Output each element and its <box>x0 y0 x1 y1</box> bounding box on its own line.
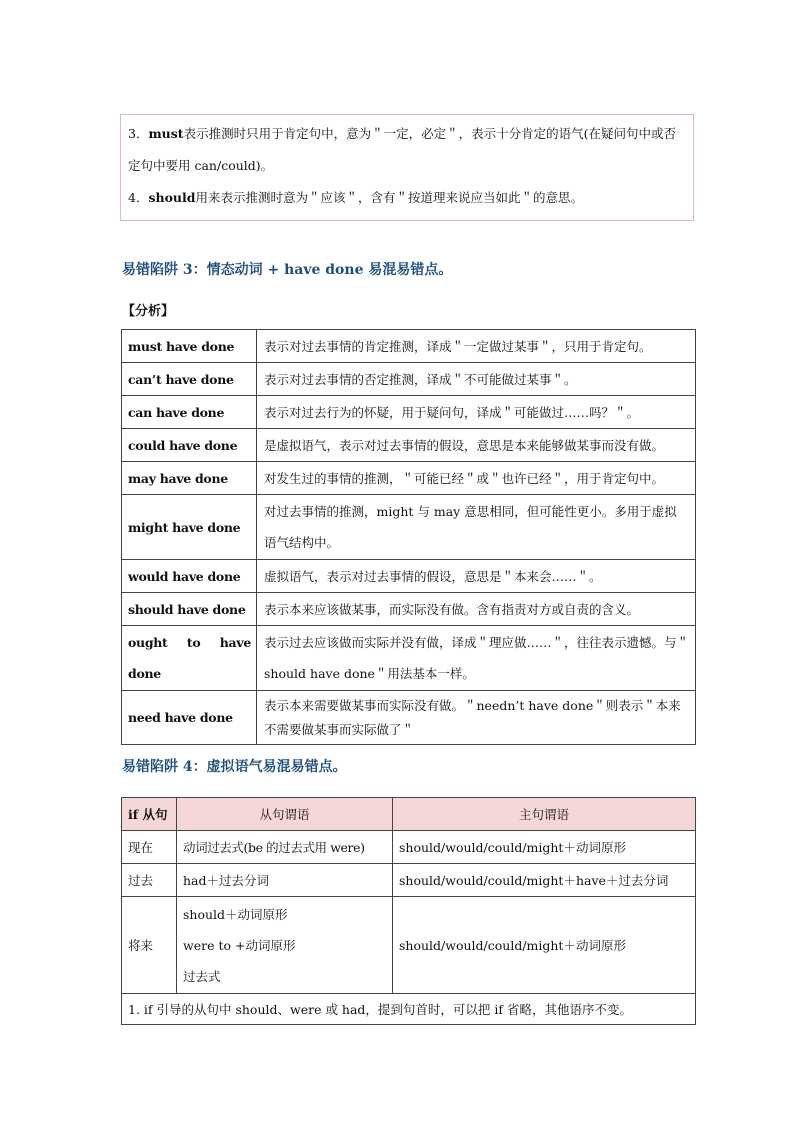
table-row: ought to have done 表示过去应该做而实际并没有做，译成＂理应做……＂，往往表示遗憾。与＂should have done＂用法基本一样。 <box>122 626 696 691</box>
table-row: 过去 had＋过去分词 should/would/could/might＋have＋过去分词 <box>122 864 696 897</box>
table-row: must have done 表示对过去事情的肯定推测，译成＂一定做过某事＂，只用于肯定句。 <box>122 330 696 363</box>
table-row: could have done 是虚拟语气，表示对过去事情的假设，意思是本来能够做某事而没有做。 <box>122 429 696 462</box>
table-row: may have done 对发生过的事情的推测，＂可能已经＂或＂也许已经＂，用于肯定句中。 <box>122 462 696 495</box>
table-header-row: if 从句 从句谓语 主句谓语 <box>122 798 696 831</box>
table-row: need have done 表示本来需要做某事而实际没有做。＂needn’t have done＂则表示＂本来不需要做某事而实际做了＂ <box>122 691 696 745</box>
section-title-3: 易错陷阱 3：情态动词 + have done 易混易错点。 <box>122 262 453 278</box>
ought-to-have-done-term: ought to have done <box>122 626 257 691</box>
note-box <box>120 114 694 221</box>
note-keyword: should <box>148 190 196 205</box>
table-row: might have done 对过去事情的推测，might 与 may 意思相同，但可能性更小。多用于虚拟语气结构中。 <box>122 495 696 560</box>
note-item-3: 3．must表示推测时只用于肯定句中，意为＂一定，必定＂，表示十分肯定的语气(在疑问句中或否定句中要用 can/could)。 <box>128 126 676 173</box>
table-row: would have done 虚拟语气，表示对过去事情的假设，意思是＂本来会……＂。 <box>122 560 696 593</box>
table-row: 将来 should＋动词原形 were to +动词原形 过去式 should/would/could/might＋动词原形 <box>122 897 696 994</box>
analysis-label: 【分析】 <box>122 304 175 319</box>
table-footnote-row: 1. if 引导的从句中 should、were 或 had，提到句首时，可以把 if 省略，其他语序不变。 <box>122 994 696 1025</box>
table-row: should have done 表示本来应该做某事，而实际没有做。含有指责对方或自责的含义。 <box>122 593 696 626</box>
section-title-4: 易错陷阱 4：虚拟语气易混易错点。 <box>122 759 347 775</box>
if-clause-table <box>121 797 696 1025</box>
table-row: 现在 动词过去式(be 的过去式用 were) should/would/could/might＋动词原形 <box>122 831 696 864</box>
table-row: can’t have done 表示对过去事情的否定推测，译成＂不可能做过某事＂。 <box>122 363 696 396</box>
table-row: can have done 表示对过去行为的怀疑，用于疑问句，译成＂可能做过……吗？＂。 <box>122 396 696 429</box>
modal-have-done-table <box>121 329 696 745</box>
note-keyword: must <box>148 126 184 141</box>
note-item-4: 4．should用来表示推测时意为＂应该＂，含有＂按道理来说应当如此＂的意思。 <box>128 190 584 205</box>
